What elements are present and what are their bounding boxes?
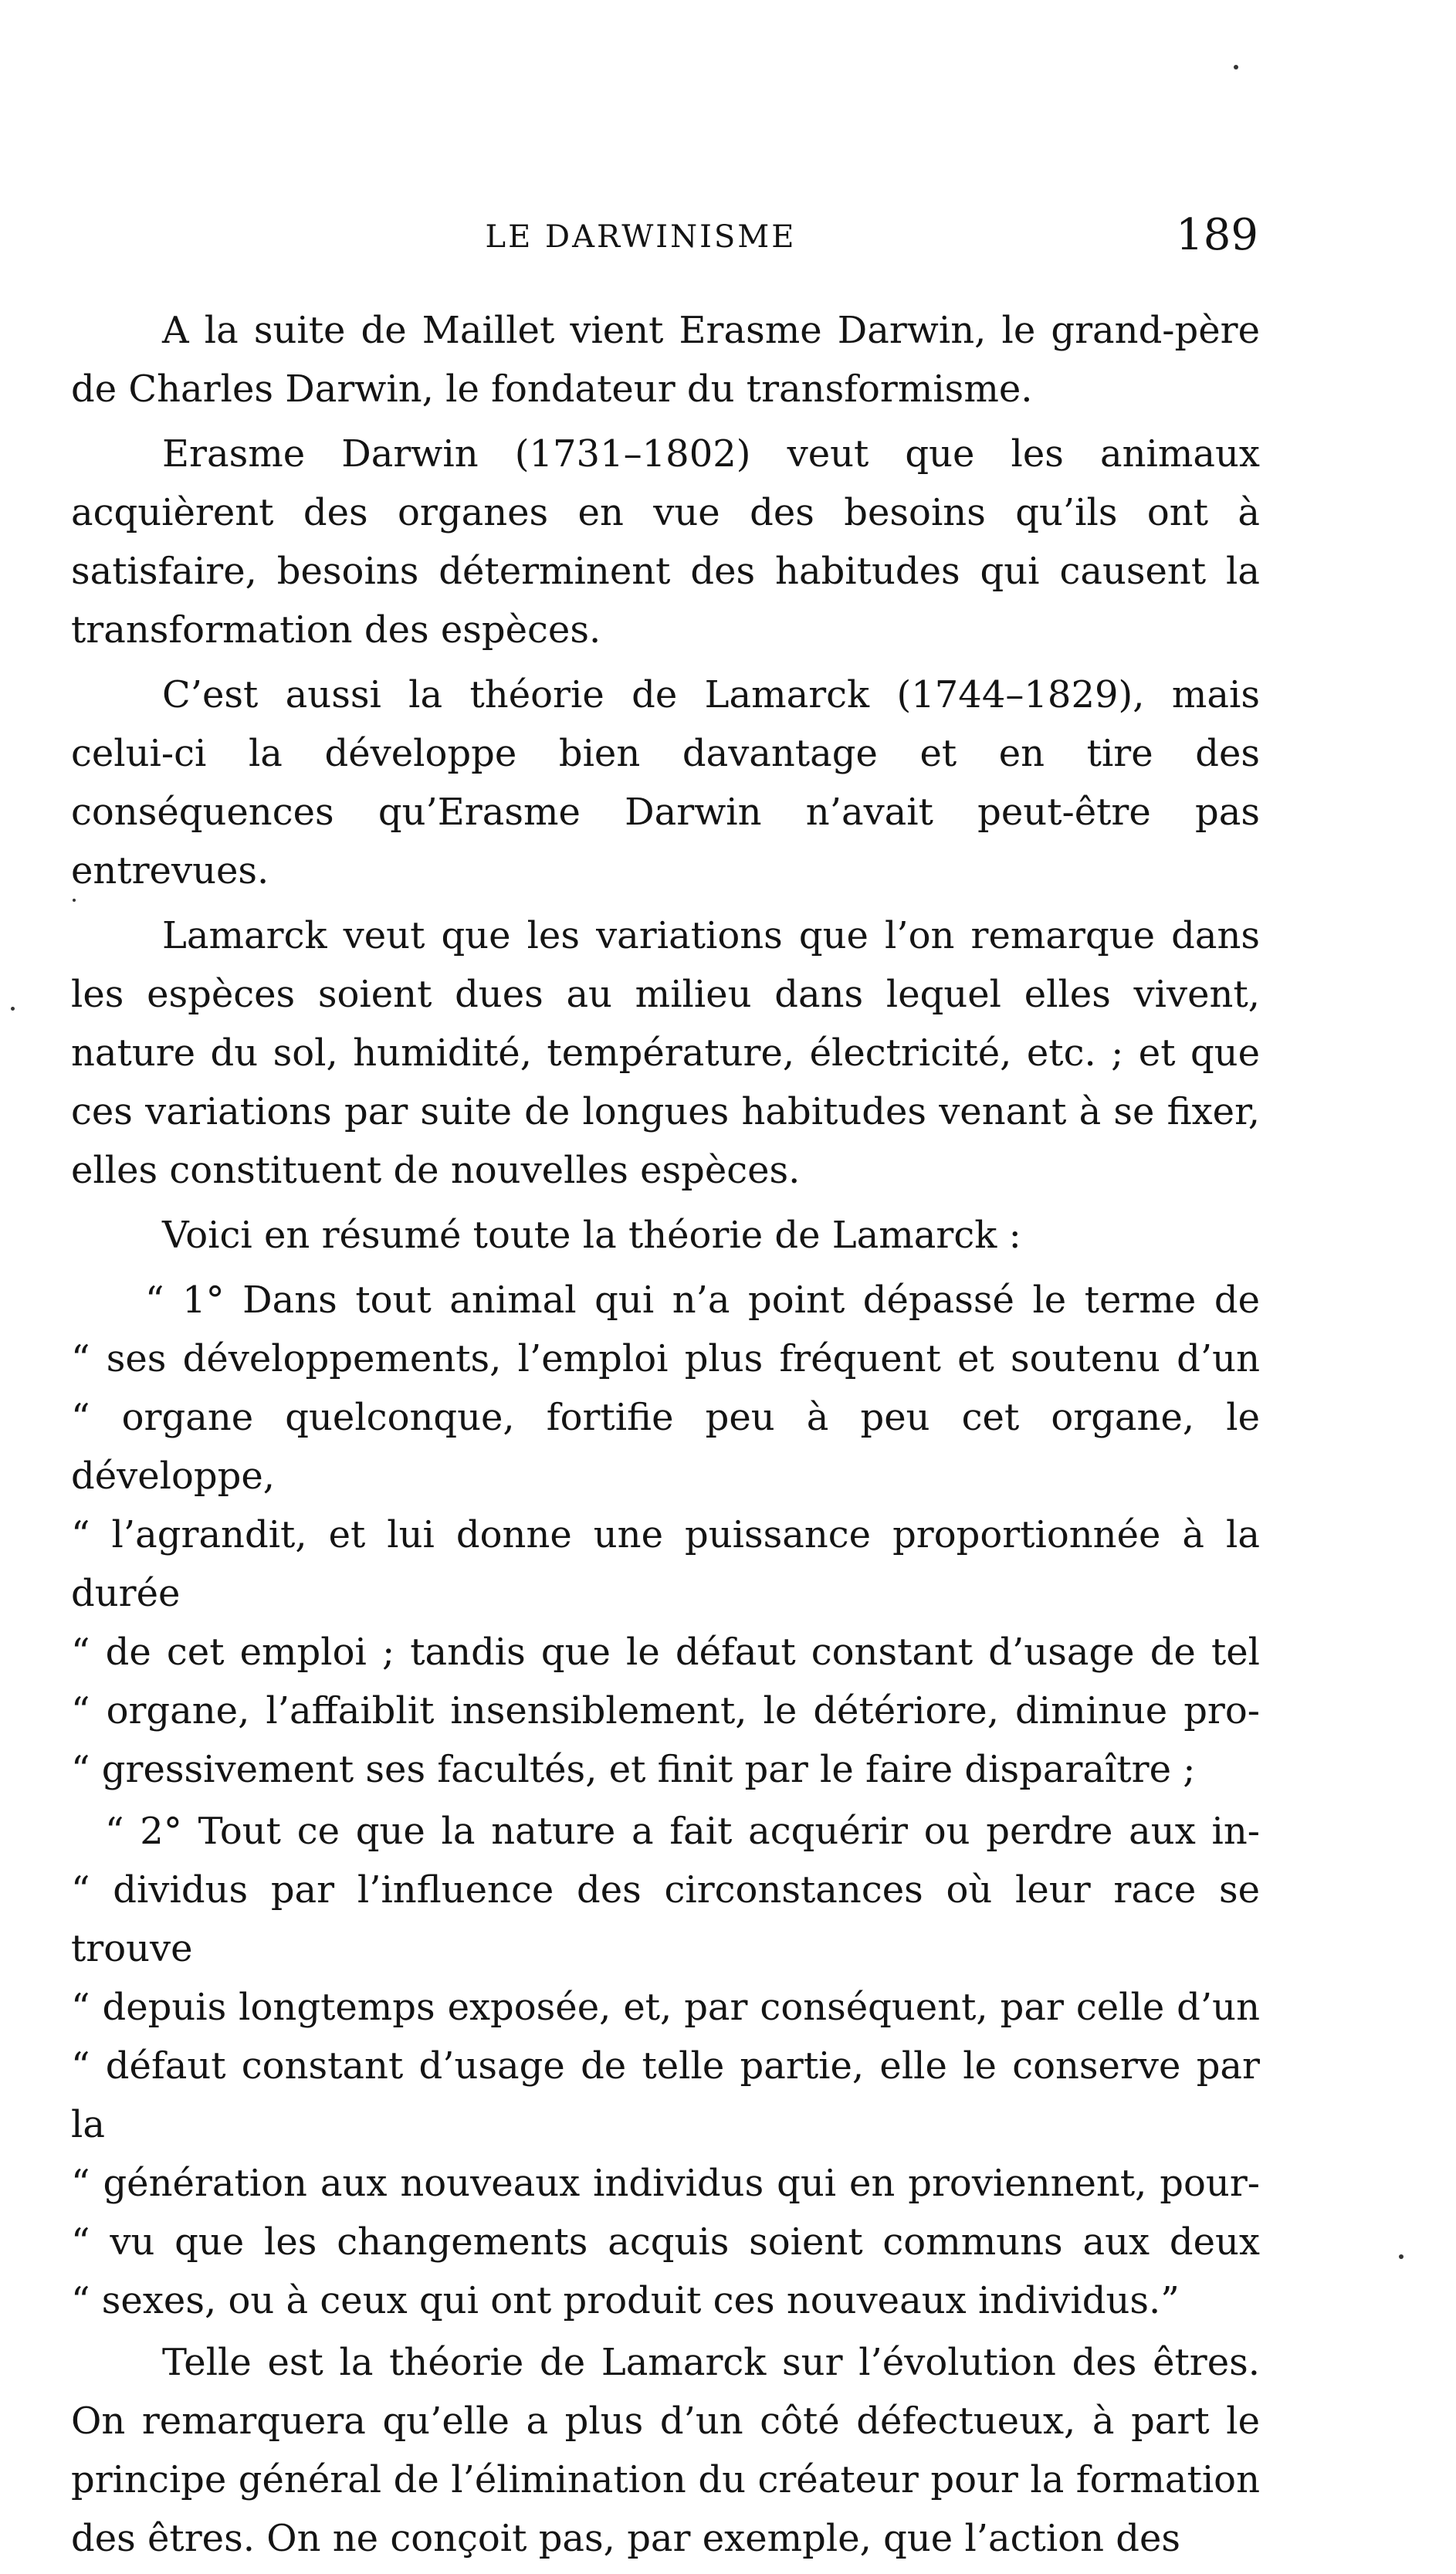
quote-line: “ génération aux nouveaux individus qui en proviennent, pour- bbox=[71, 2162, 1260, 2205]
running-title: LE DARWINISME bbox=[485, 219, 797, 255]
quote-line: “ depuis longtemps exposée, et, par conséquent, par celle d’un bbox=[71, 1986, 1260, 2029]
quote-line: “ l’agrandit, et lui donne une puissance proportionnée à la durée bbox=[71, 1513, 1260, 1615]
print-speck bbox=[73, 899, 76, 902]
paragraph: A la suite de Maillet vient Erasme Darwin, le grand-père de Charles Darwin, le fondateur du transformisme. bbox=[71, 309, 1260, 411]
quote-line: “ gressivement ses facultés, et finit par le faire disparaître ; bbox=[71, 1748, 1196, 1791]
print-speck bbox=[1399, 2254, 1404, 2259]
quote-line: “ dividus par l’influence des circonstances où leur race se trouve bbox=[71, 1868, 1260, 1970]
quote-line: “ 2° Tout ce que la nature a fait acquérir ou perdre aux in- bbox=[105, 1810, 1260, 1853]
quotation-first-point bbox=[71, 1271, 1260, 1799]
quote-line: “ de cet emploi ; tandis que le défaut constant d’usage de tel bbox=[71, 1631, 1260, 1674]
quote-line: “ défaut constant d’usage de telle partie, elle le conserve par la bbox=[71, 2044, 1260, 2146]
print-speck bbox=[11, 1007, 15, 1011]
quotation-second-point bbox=[71, 1802, 1260, 2330]
page-number: 189 bbox=[1176, 210, 1258, 260]
quote-line: “ organe, l’affaiblit insensiblement, le détériore, diminue pro- bbox=[71, 1689, 1260, 1732]
running-head bbox=[69, 210, 1274, 272]
quote-line: “ 1° Dans tout animal qui n’a point dépassé le terme de bbox=[145, 1279, 1260, 1322]
paragraph: Voici en résumé toute la théorie de Lamarck : bbox=[162, 1214, 1021, 1257]
quote-line: “ vu que les changements acquis soient communs aux deux bbox=[71, 2220, 1260, 2264]
paragraph: C’est aussi la théorie de Lamarck (1744–1829), mais celui-ci la développe bien davantage et en tire des conséquences qu’Erasme Darwin n’avait peut-être pas entrevues. bbox=[71, 673, 1260, 892]
closing-paragraph: Telle est la théorie de Lamarck sur l’évolution des êtres. On remarquera qu’elle a plus d’un côté défectueux, à part le principe général de l’élimination du créateur pour la formation des êtres. On ne conçoit pas, par exemple, que l’action des bbox=[71, 2341, 1260, 2560]
paragraph: Lamarck veut que les variations que l’on remarque dans les espèces soient dues au milieu dans lequel elles vivent, nature du sol, humidité, température, électricité, etc. ; et que ces variations par suite de longues habitudes venant à se fixer, elles constituent de nouvelles espèces. bbox=[71, 914, 1260, 1192]
quote-line: “ ses développements, l’emploi plus fréquent et soutenu d’un bbox=[71, 1337, 1260, 1380]
print-speck bbox=[1234, 65, 1238, 69]
quote-line: “ sexes, ou à ceux qui ont produit ces nouveaux individus.” bbox=[71, 2279, 1180, 2322]
paragraph: Erasme Darwin (1731–1802) veut que les animaux acquièrent des organes en vue des besoins qu’ils ont à satisfaire, besoins déterminent des habitudes qui causent la transformation des espèces. bbox=[71, 432, 1260, 652]
body-text bbox=[71, 301, 1260, 2574]
quote-line: “ organe quelconque, fortifie peu à peu cet organe, le développe, bbox=[71, 1396, 1260, 1498]
